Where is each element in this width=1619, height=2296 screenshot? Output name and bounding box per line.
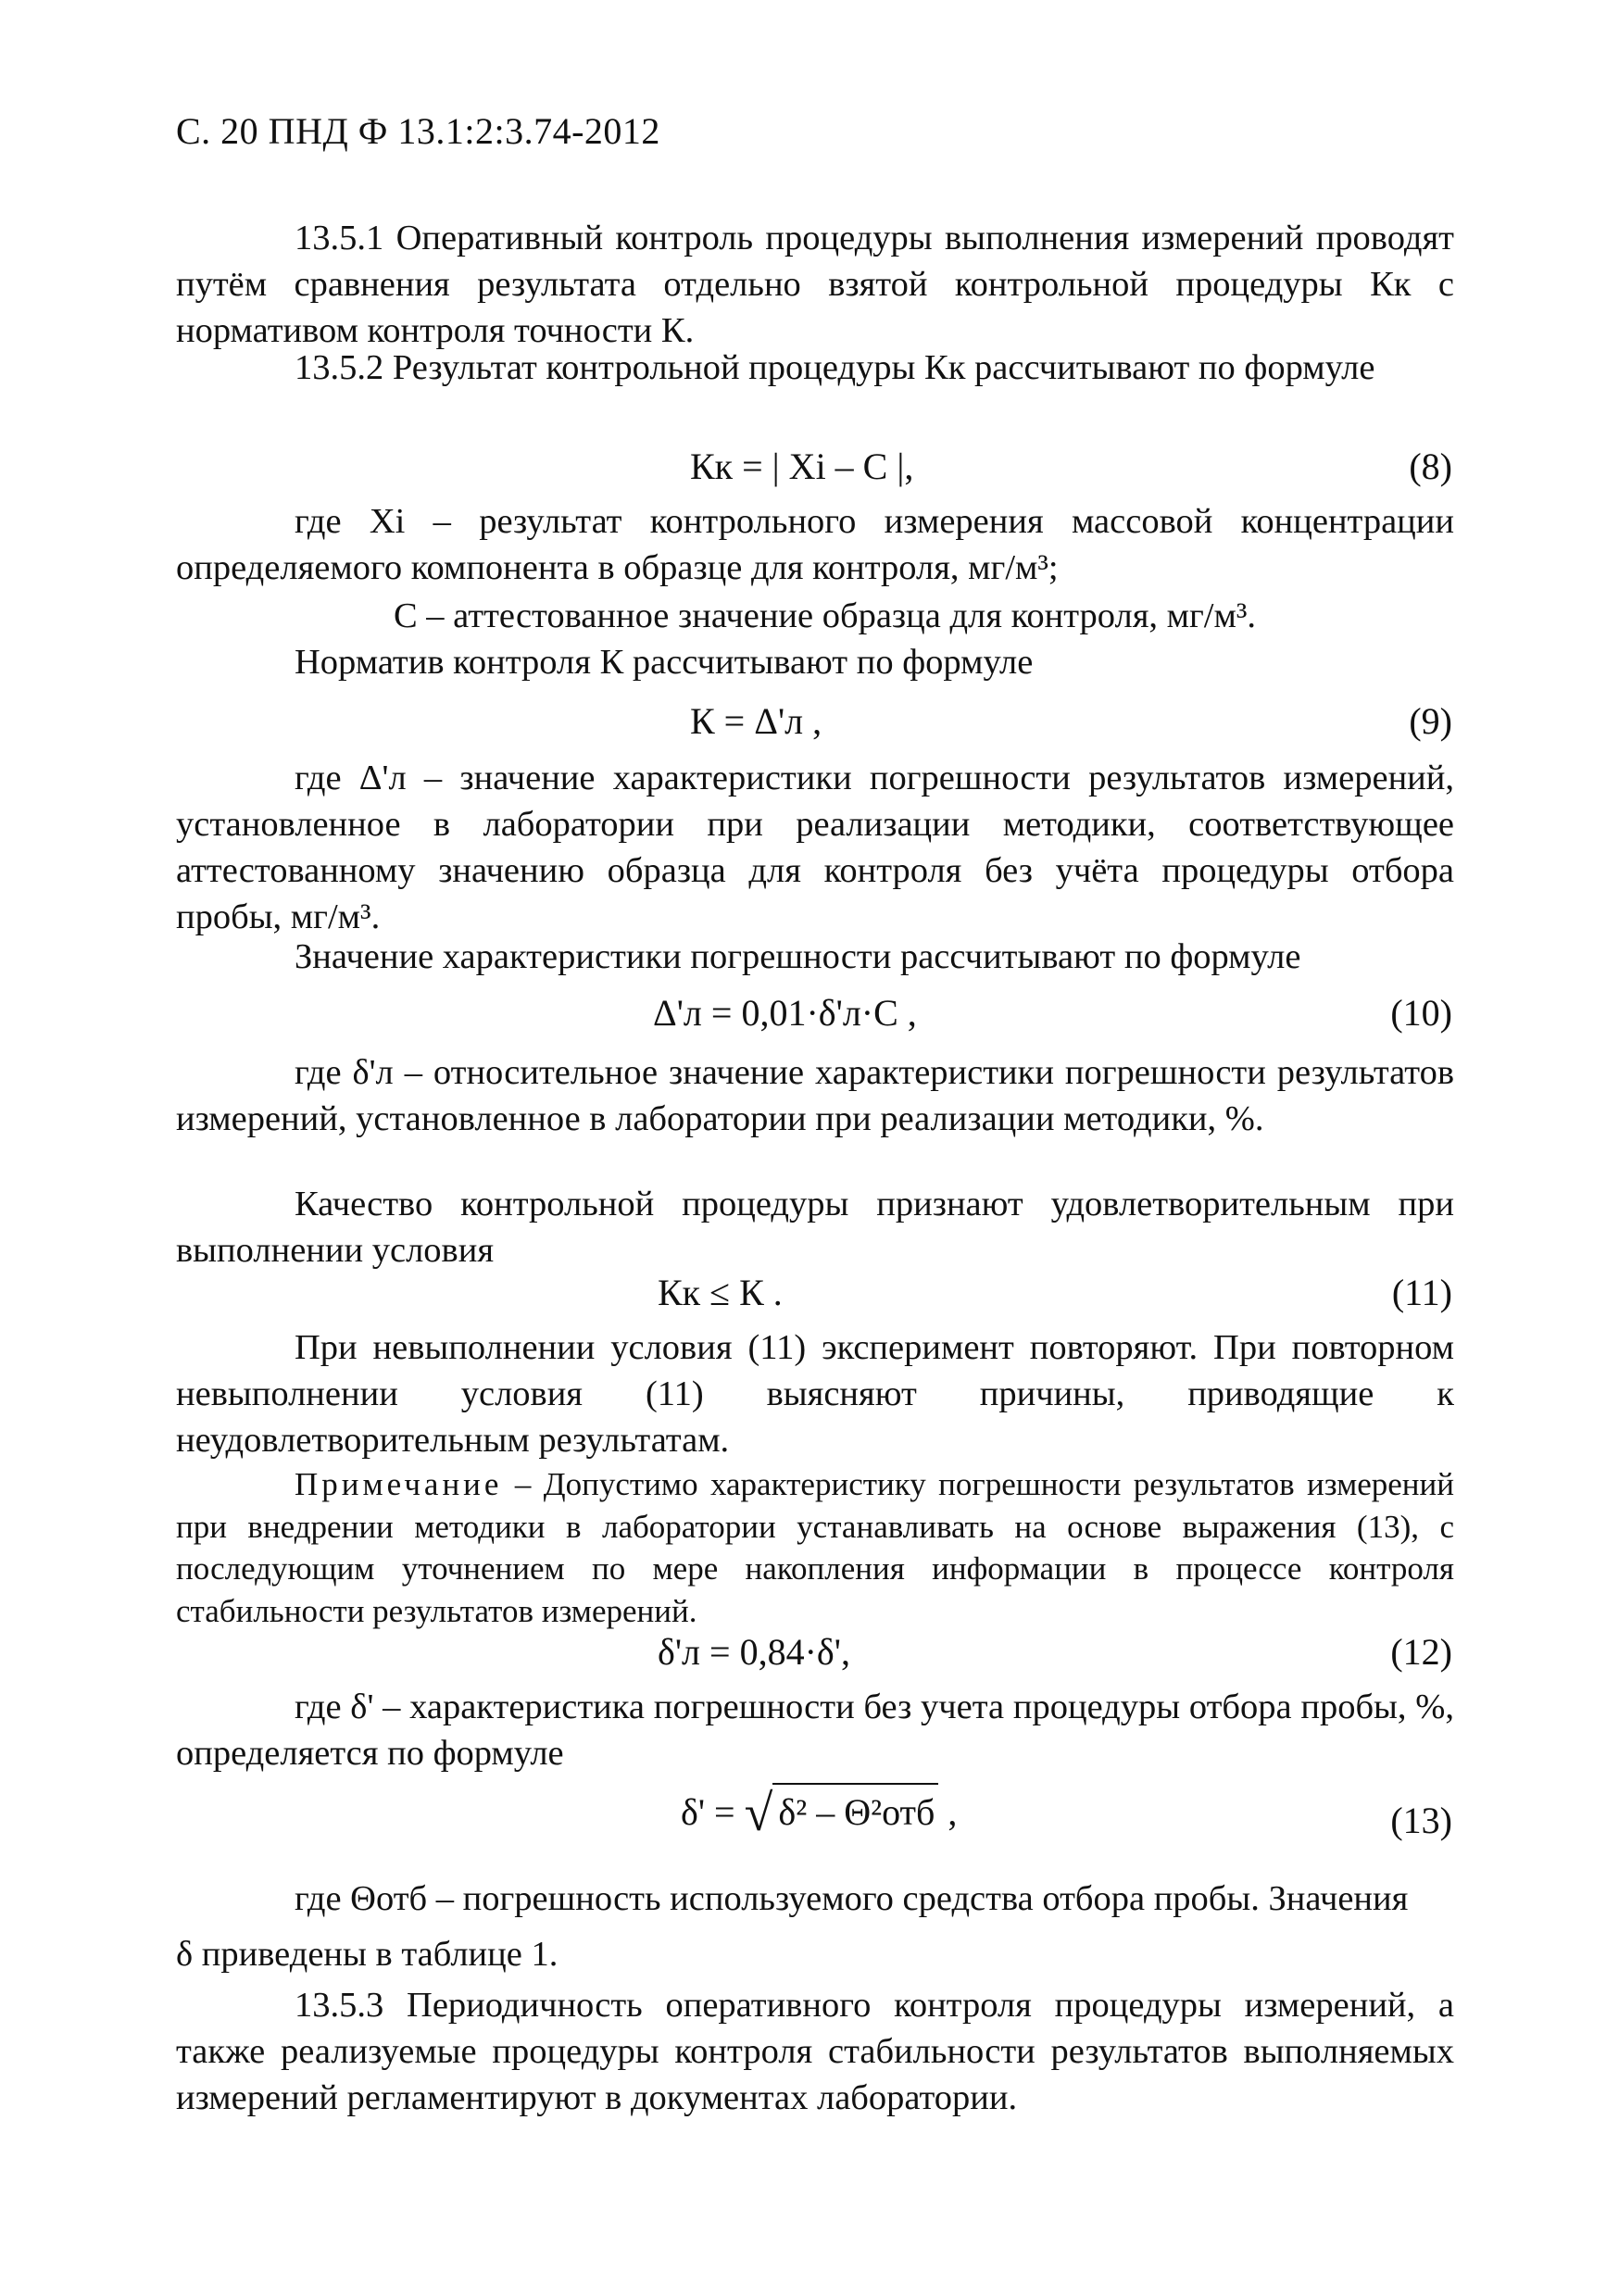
formula-11-number: (11) (1391, 1272, 1452, 1313)
where-10 (176, 1049, 1454, 1142)
paragraph-13-5-3: 13.5.3 Периодичность оперативного контроля процедуры измерений, а также реализуемые процедуры контроля стабильности результатов выполняемых измерений регламентируют в документах лаборатории. (176, 1986, 1454, 2118)
section-13-5-1 (176, 215, 1454, 354)
formula-9-number: (9) (1409, 700, 1452, 742)
where-13-b (176, 1931, 1454, 1977)
norm-intro-text: Норматив контроля К рассчитывают по формуле (295, 643, 1034, 682)
error-intro-text: Значение характеристики погрешности рассчитывают по формуле (295, 937, 1301, 976)
where-12-text: где δ' – характеристика погрешности без учета процедуры отбора пробы, %, определяется по формуле (176, 1687, 1454, 1774)
where-9 (176, 755, 1454, 940)
where-10-text: где δ'л – относительное значение характеристики погрешности результатов измерений, установленное в лаборатории при реализации методики, %. (176, 1053, 1454, 1139)
where-8-text-a: где Xi – результат контрольного измерения массовой концентрации определяемого компонента в образце для контроля, мг/м³; (176, 502, 1454, 588)
formula-13-radicand: δ² – Θ²отб (772, 1783, 938, 1834)
formula-13-number: (13) (1390, 1800, 1452, 1841)
repeat-paragraph-text: При невыполнении условия (11) эксперимент повторяют. При повторном невыполнении условия (11) выясняют причины, приводящие к неудовлетворительным результатам. (176, 1328, 1454, 1461)
sqrt-expression (744, 1778, 939, 1842)
section-13-5-3 (176, 1982, 1454, 2121)
formula-9: К = Δ'л , (690, 700, 822, 742)
sqrt-icon: √ (744, 1785, 773, 1842)
formula-10-number: (10) (1390, 992, 1452, 1034)
paragraph-13-5-2: 13.5.2 Результат контрольной процедуры Кк рассчитывают по формуле (295, 348, 1375, 387)
where-13-a (176, 1876, 1454, 1922)
note-label: Примечание (295, 1466, 503, 1502)
formula-12: δ'л = 0,84·δ', (658, 1631, 850, 1673)
formula-8: Кк = | Xi – C |, (690, 445, 914, 487)
where-13-text-b: δ приведены в таблице 1. (176, 1935, 558, 1974)
formula-13-tail: , (948, 1791, 958, 1833)
norm-intro (176, 639, 1454, 685)
note-block (176, 1463, 1454, 1632)
page-header: С. 20 ПНД Ф 13.1:2:3.74-2012 (176, 110, 660, 152)
paragraph-13-5-1: 13.5.1 Оперативный контроль процедуры выполнения измерений проводят путём сравнения результата отдельно взятой контрольной процедуры Кк с нормативом контроля точности К. (176, 219, 1454, 351)
formula-11: Кк ≤ К . (658, 1272, 783, 1313)
formula-13-lhs: δ' = (681, 1791, 735, 1833)
repeat-paragraph (176, 1324, 1454, 1463)
where-8-b (394, 593, 1468, 639)
where-8-text-b: С – аттестованное значение образца для контроля, мг/м³. (394, 596, 1257, 635)
quality-condition (176, 1181, 1454, 1273)
quality-condition-text: Качество контрольной процедуры признают удовлетворительным при выполнении условия (176, 1185, 1454, 1271)
formula-8-number: (8) (1409, 445, 1452, 487)
where-9-text: где Δ'л – значение характеристики погрешности результатов измерений, установленное в лаборатории при реализации методики, соответствующее аттестованному значению образца для контроля без учёта процедуры отбора пробы, мг/м³. (176, 759, 1454, 937)
note-body: – Допустимо характеристику погрешности результатов измерений при внедрении методики в лаборатории устанавливать на основе выражения (13), с последующим уточнением по мере накопления информации в процессе контроля стабильности результатов измерений. (176, 1466, 1454, 1629)
where-8-a (176, 498, 1454, 591)
where-12 (176, 1684, 1454, 1776)
formula-12-number: (12) (1390, 1631, 1452, 1673)
formula-10: Δ'л = 0,01·δ'л·С , (653, 992, 917, 1034)
formula-13 (681, 1778, 958, 1842)
section-13-5-2 (176, 345, 1454, 391)
error-intro (176, 934, 1454, 980)
where-13-text-a: где Θотб – погрешность используемого средства отбора пробы. Значения (295, 1879, 1409, 1918)
note-text (176, 1463, 1454, 1632)
